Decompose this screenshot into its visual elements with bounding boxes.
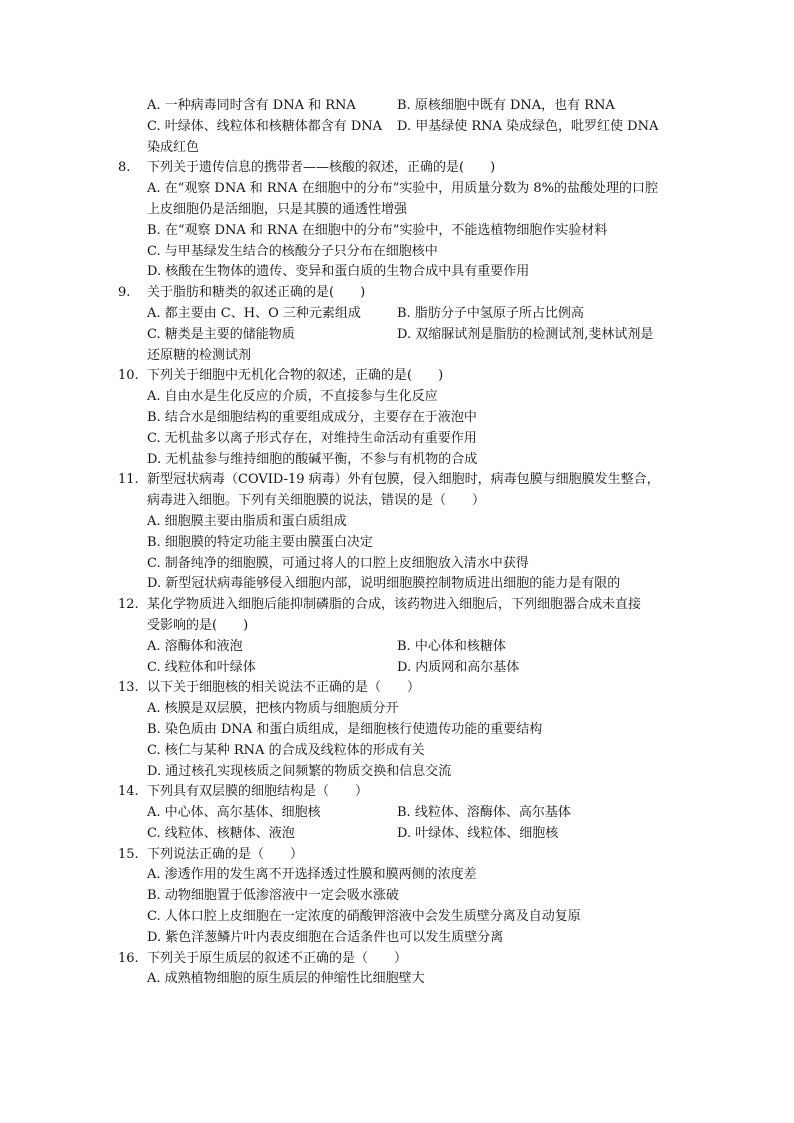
q8-number: 8. (118, 160, 131, 176)
q14-option-b: B. 线粒体、溶酶体、高尔基体 (397, 805, 571, 821)
q13-option-a: A. 核膜是双层膜，把核内物质与细胞质分开 (147, 701, 399, 717)
q12-stem-continued: 受影响的是( ) (147, 617, 249, 633)
q13-option-b: B. 染色质由 DNA 和蛋白质组成，是细胞核行使遗传功能的重要结构 (147, 721, 543, 737)
q15-stem-line (118, 845, 688, 866)
q15-option-b: B. 动物细胞置于低渗溶液中一定会吸水涨破 (147, 888, 399, 904)
q10-stem: 下列关于细胞中无机化合物的叙述，正确的是( ) (147, 368, 444, 384)
q14-stem: 下列具有双层膜的细胞结构是（ ） (147, 784, 369, 800)
q10-stem-line (118, 366, 688, 387)
q7-option-a: A. 一种病毒同时含有 DNA 和 RNA (147, 98, 356, 113)
q13-stem: 以下关于细胞核的相关说法不正确的是（ ） (147, 680, 421, 696)
q9-option-d: D. 双缩脲试剂是脂肪的检测试剂,斐林试剂是 (397, 326, 654, 342)
q12-stem: 某化学物质进入细胞后能抑制磷脂的合成，该药物进入细胞后，下列细胞器合成未直接 (147, 597, 642, 613)
q12-options-ab (118, 637, 688, 658)
q14-option-c: C. 线粒体、核糖体、液泡 (147, 825, 295, 841)
q8-option-d: D. 核酸在生物体的遗传、变异和蛋白质的生物合成中具有重要作用 (147, 264, 530, 280)
q10-option-a: A. 自由水是生化反应的介质，不直接参与生化反应 (147, 389, 438, 405)
question-list (118, 96, 688, 990)
q10-option-b: B. 结合水是细胞结构的重要组成成分，主要存在于液泡中 (147, 409, 477, 425)
q12-option-c: C. 线粒体和叶绿体 (147, 659, 256, 675)
q13-number: 13. (118, 680, 139, 696)
q9-number: 9. (118, 285, 131, 301)
q7-option-c: C. 叶绿体、线粒体和核糖体都含有 DNA (147, 118, 383, 134)
q16-stem-line (118, 949, 688, 970)
q14-options-ab (118, 803, 688, 824)
q11-stem: 新型冠状病毒（COVID-19 病毒）外有包膜，侵入细胞时，病毒包膜与细胞膜发生整合， (147, 472, 660, 488)
q7-option-d-continued: 染成红色 (147, 139, 200, 155)
q8-stem-line (118, 158, 688, 179)
q9-option-d-continued: 还原糖的检测试剂 (147, 347, 252, 363)
q14-option-d: D. 叶绿体、线粒体、细胞核 (397, 825, 559, 841)
q9-options-ab (118, 304, 688, 325)
q12-option-b: B. 中心体和核糖体 (397, 638, 506, 654)
q9-options-cd (118, 325, 688, 346)
q13-stem-line (118, 678, 688, 699)
q8-option-b: B. 在“观察 DNA 和 RNA 在细胞中的分布”实验中，不能选植物细胞作实验材料 (147, 222, 608, 238)
q11-option-b: B. 细胞膜的特定功能主要由膜蛋白决定 (147, 534, 373, 550)
q9-option-c: C. 糖类是主要的储能物质 (147, 326, 295, 342)
q8-option-c: C. 与甲基绿发生结合的核酸分子只分布在细胞核中 (147, 243, 438, 259)
q11-option-c: C. 制备纯净的细胞膜，可通过将人的口腔上皮细胞放入清水中获得 (147, 555, 529, 571)
q11-stem-continued: 病毒进入细胞。下列有关细胞膜的说法，错误的是（ ） (147, 493, 486, 509)
q14-number: 14. (118, 784, 139, 800)
q9-stem: 关于脂肪和糖类的叙述正确的是( ) (147, 285, 366, 301)
q16-stem: 下列关于原生质层的叙述不正确的是（ ） (147, 950, 408, 966)
q10-option-c: C. 无机盐多以离子形式存在，对维持生命活动有重要作用 (147, 430, 477, 446)
q12-option-d: D. 内质网和高尔基体 (397, 659, 520, 675)
q11-option-d: D. 新型冠状病毒能够侵入细胞内部，说明细胞膜控制物质进出细胞的能力是有限的 (147, 576, 621, 592)
q12-number: 12. (118, 597, 139, 613)
q14-stem-line (118, 782, 688, 803)
q15-stem: 下列说法正确的是（ ） (147, 846, 304, 862)
q7-options-cd (118, 117, 688, 138)
q16-number: 16. (118, 950, 139, 966)
q7-option-b: B. 原核细胞中既有 DNA，也有 RNA (397, 98, 615, 113)
q9-stem-line (118, 283, 688, 304)
q12-options-cd (118, 658, 688, 679)
q7-options-ab (118, 96, 688, 117)
q14-option-a: A. 中心体、高尔基体、细胞核 (147, 805, 321, 821)
q15-option-c: C. 人体口腔上皮细胞在一定浓度的硝酸钾溶液中会发生质壁分离及自动复原 (147, 909, 581, 925)
q9-option-b: B. 脂肪分子中氢原子所占比例高 (397, 305, 584, 321)
q12-option-a: A. 溶酶体和液泡 (147, 638, 243, 654)
q11-stem-line (118, 470, 688, 491)
q8-stem: 下列关于遗传信息的携带者——核酸的叙述，正确的是( ) (147, 160, 496, 176)
q13-option-c: C. 核仁与某种 RNA 的合成及线粒体的形成有关 (147, 742, 425, 758)
q15-number: 15. (118, 846, 139, 862)
q15-option-a: A. 渗透作用的发生离不开选择透过性膜和膜两侧的浓度差 (147, 867, 477, 883)
q11-number: 11. (118, 472, 139, 488)
q10-number: 10. (118, 368, 139, 384)
q7-option-d: D. 甲基绿使 RNA 染成绿色，吡罗红使 DNA (397, 118, 659, 134)
q15-option-d: D. 紫色洋葱鳞片叶内表皮细胞在合适条件也可以发生质壁分离 (147, 929, 504, 945)
q16-option-a: A. 成熟植物细胞的原生质层的伸缩性比细胞壁大 (147, 971, 425, 987)
q14-options-cd (118, 824, 688, 845)
q11-option-a: A. 细胞膜主要由脂质和蛋白质组成 (147, 513, 347, 529)
q8-option-a: A. 在“观察 DNA 和 RNA 在细胞中的分布”实验中，用质量分数为 8%的盐酸处理的口腔 (147, 181, 658, 197)
q12-stem-line (118, 595, 688, 616)
q9-option-a: A. 都主要由 C、H、O 三种元素组成 (147, 305, 361, 321)
q10-option-d: D. 无机盐参与维持细胞的酸碱平衡，不参与有机物的合成 (147, 451, 478, 467)
q8-option-a-continued: 上皮细胞仍是活细胞，只是其膜的通透性增强 (147, 201, 408, 217)
q13-option-d: D. 通过核孔实现核质之间频繁的物质交换和信息交流 (147, 763, 452, 779)
